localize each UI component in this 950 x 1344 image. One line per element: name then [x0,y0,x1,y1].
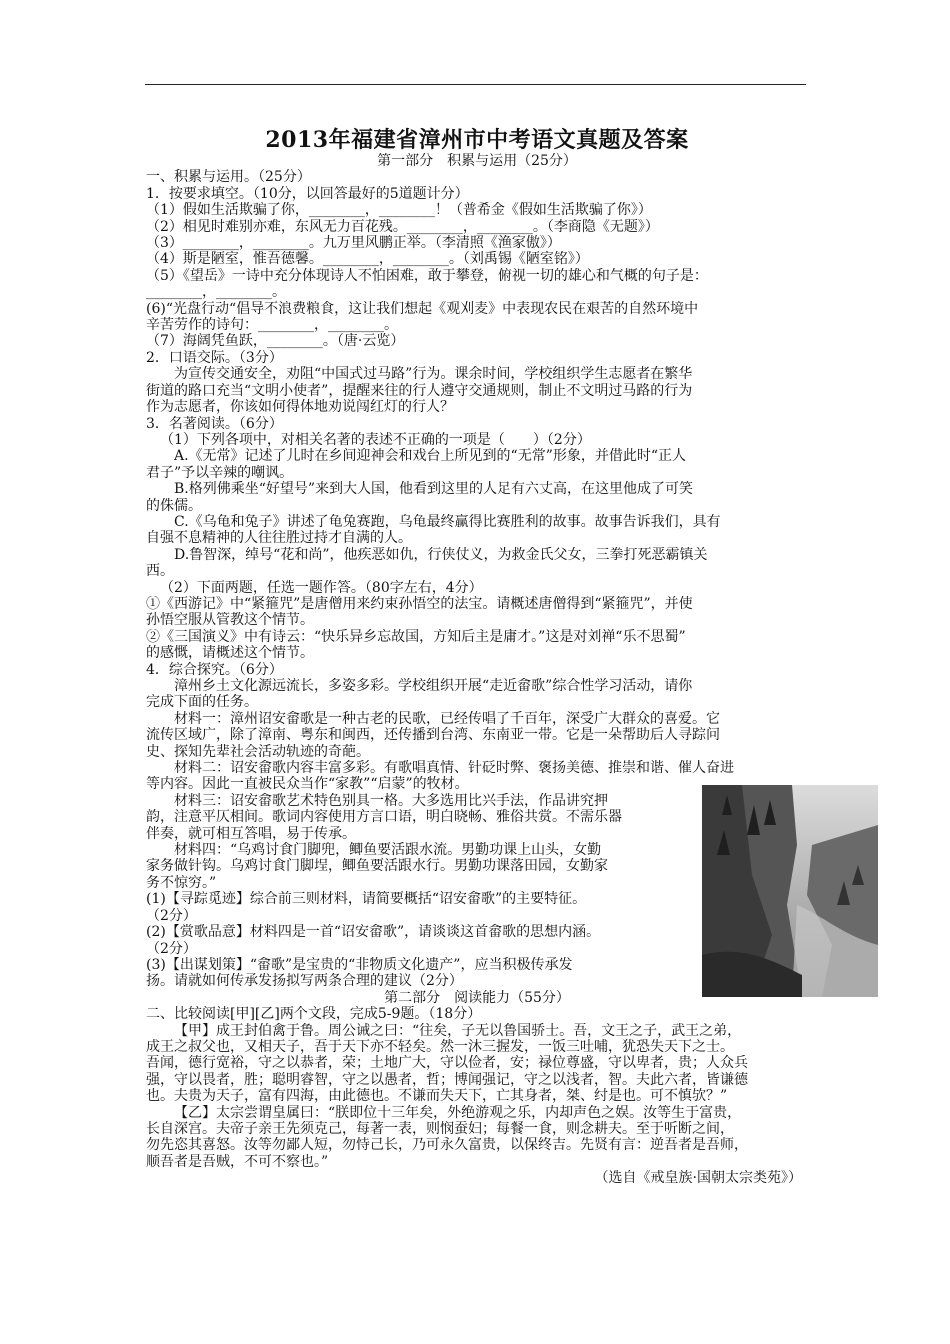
text-line: 二、比较阅读[甲][乙]两个文段，完成5-9题。（18分） [146,1006,482,1023]
text-line: （1）假如生活欺骗了你，________，________！（普希金《假如生活欺骗了你》） [146,202,652,219]
text-line: 材料三：诏安畲歌艺术特色别具一格。大多选用比兴手法，作品讲究押 [174,792,608,809]
text-line: A.《无常》记述了儿时在乡间迎神会和戏台上所见到的“无常”形象，并借此时“正人 [174,448,687,465]
text-line: 成王之叔父也，又相天子，吾于天下亦不轻矣。然一沐三握发，一饭三吐哺，犹恐失天下之士。 [146,1038,734,1055]
text-line: D.鲁智深，绰号“花和尚”，他疾恶如仇，行侠仗义，为救金氏父女，三拳打死恶霸镇关 [174,546,708,563]
text-line: 1．按要求填空。（10分，以回答最好的5道题计分） [146,185,469,202]
exam-page [146,127,808,1187]
text-line: 作为志愿者，你该如何得体地劝说闯红灯的行人？ [146,399,454,416]
text-line: 流传区域广，除了漳南、粤东和闽西，还传播到台湾、东南亚一带。它是一朵帮助后人寻踪问 [146,727,720,744]
text-line: 长自深宫。夫帝子亲王先须克己，每著一表，则悯蚕妇；每餐一食，则念耕夫。至于听断之间， [146,1120,734,1137]
text-line: 吾闻，德行宽裕，守之以恭者，荣；土地广大，守以俭者，安；禄位尊盛，守以卑者，贵；人众兵 [146,1055,748,1072]
exam-title: 2013年福建省漳州市中考语文真题及答案 [265,127,689,153]
text-line: 【乙】太宗尝谓皇属曰：“朕即位十三年矣，外绝游观之乐，内却声色之娱。汝等生于富贵， [174,1104,742,1121]
text-line: ①《西游记》中“紧箍咒”是唐僧用来约束孙悟空的法宝。请概述唐僧得到“紧箍咒”，并使 [146,595,693,612]
text-line: 勿先恣其喜怒。汝等勿鄙人短，勿恃己长，乃可永久富贵，以保终吉。先贤有言：逆吾者是吾师， [146,1137,748,1154]
text-line: 也。夫贵为天子，富有四海，由此德也。不谦而失天下，亡其身者，桀、纣是也。可不慎欤？” [146,1088,728,1105]
text-line: 孙悟空服从管教这个情节。 [146,612,314,629]
text-line: （2分） [146,907,197,924]
text-line: 伴奏，就可相互答唱，易于传承。 [146,825,356,842]
text-line: (6)“光盘行动“倡导不浪费粮食，这让我们想起《观刈麦》中表现农民在艰苦的自然环境中 [146,300,699,317]
text-line: C.《乌龟和兔子》讲述了龟兔赛跑，乌龟最终赢得比赛胜利的故事。故事告诉我们，具有 [174,513,721,530]
text-line: (2)【赏歌品意】材料四是一首“诏安畲歌”，请谈谈这首畲歌的思想内涵。 [146,924,601,941]
text-line: 为宣传交通安全，劝阻“中国式过马路”行为。课余时间，学校组织学生志愿者在繁华 [174,366,693,383]
text-line: （5）《望岳》一诗中充分体现诗人不怕困难，敢于攀登，俯视一切的雄心和气概的句子是： [146,267,708,284]
text-line: 完成下面的任务。 [146,694,258,711]
text-line: （选自《戒皇族·国朝太宗类苑》） [594,1170,802,1187]
text-line: 辛苦劳作的诗句：________，________。 [146,317,398,334]
text-line: （2分） [146,940,197,957]
text-line: （3）________，________。九万里风鹏正举。（李清照《渔家傲》） [146,235,561,252]
text-line: （1）下列各项中，对相关名著的表述不正确的一项是（ ）（2分） [160,431,591,448]
text-line: 史、探知先辈社会活动轨迹的奇葩。 [146,743,370,760]
text-line: （2）下面两题，任选一题作答。（80字左右，4分） [160,579,483,596]
text-line: 2．口语交际。（3分） [146,349,283,366]
text-line: 【甲】成王封伯禽于鲁。周公诫之曰：“往矣，子无以鲁国骄士。吾，文王之子，武王之弟， [174,1022,742,1039]
text-line: B.格列佛乘坐“好望号”来到大人国，他看到这里的人足有六丈高，在这里他成了可笑 [174,481,694,498]
body-text [146,153,808,1187]
mountain-photo-art [702,785,878,997]
text-line: 材料一：漳州诏安畲歌是一种古老的民歌，已经传唱了千百年，深受广大群众的喜爱。它 [174,710,720,727]
text-line: 4．综合探究。（6分） [146,661,283,678]
text-line: 漳州乡土文化源远流长，多姿多彩。学校组织开展“走近畲歌”综合性学习活动，请你 [174,678,693,694]
text-line: 的侏儒。 [146,497,202,514]
text-line: 3．名著阅读。（6分） [146,415,283,432]
text-line: (3)【出谋划策】“畲歌”是宝贵的“非物质文化遗产”，应当积极传承发 [146,956,573,973]
text-line: （7）海阔凭鱼跃，________。（唐·云览） [146,333,405,350]
mountain-photo [702,785,878,997]
text-line: 务不惊穷。” [146,874,217,891]
text-line: 自强不息精神的人往往胜过持才自满的人。 [146,530,412,547]
text-line: 等内容。因此一直被民众当作“家教”“启蒙”的牧材。 [146,776,469,793]
text-line: 第二部分 阅读能力（55分） [384,989,570,1006]
text-line: 材料二：诏安畲歌内容丰富多彩。有歌唱真情、针砭时弊、褒扬美德、推崇和谐、催人奋进 [174,760,734,777]
text-line: 扬。请就如何传承发扬拟写两条合理的建议（2分） [146,973,463,990]
text-line: 君子”予以辛辣的嘲讽。 [146,464,294,481]
text-line: 第一部分 积累与运用（25分） [377,153,577,169]
text-line: 材料四：“乌鸡讨食门脚兜，鲫鱼要活跟水流。男勤功课上山头，女勤 [174,842,602,859]
header-rule [145,84,806,85]
text-line: 韵，注意平仄相间。歌词内容使用方言口语，明白晓畅、雅俗共赏。不需乐器 [146,809,622,826]
text-line: 一、积累与运用。（25分） [146,169,311,186]
text-line: 街道的路口充当“文明小使者”，提醒来往的行人遵守交通规则，制止不文明过马路的行为 [146,382,693,399]
text-line: 西。 [146,563,174,580]
text-line: (1)【寻踪觅迹】综合前三则材料，请简要概括“诏安畲歌”的主要特征。 [146,891,587,908]
text-line: ②《三国演义》中有诗云：“快乐异乡忘故国，方知后主是庸才。”这是对刘禅“乐不思蜀” [146,628,686,645]
text-line: 的感慨，请概述这个情节。 [146,645,314,662]
text-line: ________，________。 [146,284,286,301]
text-line: （2）相见时难别亦难，东风无力百花残。________，________。（李商隐《无题》） [146,218,659,235]
text-line: 顺吾者是吾贼，不可不察也。” [146,1153,329,1170]
text-line: 家务做针钩。乌鸡讨食门脚埕，鲫鱼要活跟水行。男勤功课落田园，女勤家 [146,858,608,875]
text-line: （4）斯是陋室，惟吾德馨。________，________。（刘禹锡《陋室铭》） [146,251,589,268]
text-line: 强，守以畏者，胜；聪明睿智，守之以愚者，哲；博闻强记，守之以浅者，智。夫此六者，皆谦德 [146,1071,748,1088]
